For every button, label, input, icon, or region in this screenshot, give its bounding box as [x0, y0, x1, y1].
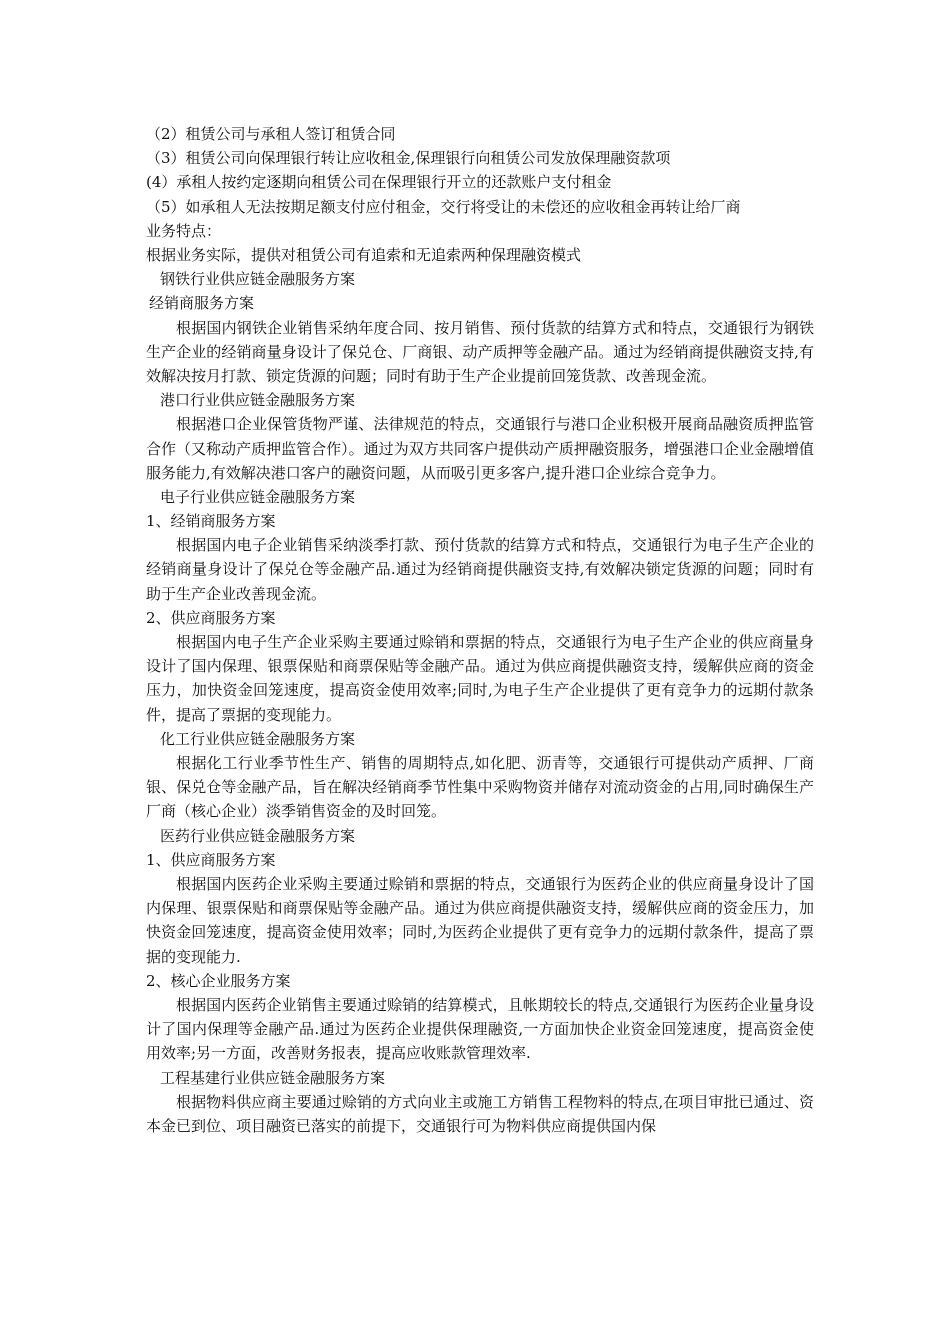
step-3-line: （3）租赁公司向保理银行转让应收租金,保理银行向租赁公司发放保理融资款项	[146, 149, 671, 168]
electronics-subheading-1: 1、经销商服务方案	[146, 512, 276, 531]
business-features-text: 根据业务实际，提供对租赁公司有追索和无追索两种保理融资模式	[146, 245, 582, 264]
steel-heading: 钢铁行业供应链金融服务方案	[160, 270, 356, 289]
chemical-paragraph: 根据化工行业季节性生产、销售的周期特点,如化肥、沥青等，交通银行可提供动产质押、厂商银、保兑仓等金融产品，旨在解决经销商季节性集中采购物资并储存对流动资金的占用,同时确保生产厂商（核心企业）淡季销售资金的及时回笼。	[146, 754, 814, 821]
pharma-paragraph-2: 根据国内医药企业销售主要通过赊销的结算模式，且帐期较长的特点,交通银行为医药企业量身设计了国内保理等金融产品.通过为医药企业提供保理融资,一方面加快企业资金回笼速度，提高资金使用效率;另一方面，改善财务报表，提高应收账款管理效率.	[146, 996, 814, 1063]
business-features-label: 业务特点：	[146, 221, 222, 240]
step-5-line: （5）如承租人无法按期足额支付应付租金，交行将受让的未偿还的应收租金再转让给厂商	[146, 197, 741, 216]
step-2-line: （2）租赁公司与承租人签订租赁合同	[146, 125, 396, 143]
pharma-subheading-1: 1、供应商服务方案	[146, 850, 276, 869]
steel-paragraph: 根据国内钢铁企业销售采纳年度合同、按月销售、预付货款的结算方式和特点，交通银行为钢铁生产企业的经销商量身设计了保兑仓、厂商银、动产质押等金融产品。通过为经销商提供融资支持,有效解决按月打款、锁定货源的问题；同时有助于生产企业提前回笼货款、改善现金流。	[146, 318, 814, 385]
port-paragraph: 根据港口企业保管货物严谨、法律规范的特点，交通银行与港口企业积极开展商品融资质押监管合作（又称动产质押监管合作）。通过为双方共同客户提供动产质押融资服务，增强港口企业金融增值服务能力,有效解决港口客户的融资问题，从而吸引更多客户,提升港口企业综合竞争力。	[146, 415, 814, 482]
electronics-paragraph-2: 根据国内电子生产企业采购主要通过赊销和票据的特点，交通银行为电子生产企业的供应商量身设计了国内保理、银票保贴和商票保贴等金融产品。通过为供应商提供融资支持，缓解供应商的资金压力，加快资金回笼速度，提高资金使用效率;同时,为电子生产企业提供了更有竞争力的远期付款条件，提高了票据的变现能力。	[146, 633, 814, 724]
step-4-line: (4）承租人按约定逐期向租赁公司在保理银行开立的还款账户支付租金	[146, 173, 612, 192]
port-heading: 港口行业供应链金融服务方案	[160, 391, 356, 410]
electronics-paragraph-1: 根据国内电子企业销售采纳淡季打款、预付货款的结算方式和特点，交通银行为电子生产企业的经销商量身设计了保兑仓等金融产品.通过为经销商提供融资支持,有效解决锁定货源的问题；同时有助于生产企业改善现金流。	[146, 536, 814, 603]
electronics-subheading-2: 2、供应商服务方案	[146, 608, 276, 627]
steel-subheading: 经销商服务方案	[149, 294, 255, 313]
electronics-heading: 电子行业供应链金融服务方案	[160, 487, 356, 506]
chemical-heading: 化工行业供应链金融服务方案	[160, 729, 356, 748]
document-page	[146, 122, 814, 1138]
construction-paragraph: 根据物料供应商主要通过赊销的方式向业主或施工方销售工程物料的特点,在项目审批已通过、资本金已到位、项目融资已落实的前提下，交通银行可为物料供应商提供国内保	[146, 1092, 814, 1136]
construction-heading: 工程基建行业供应链金融服务方案	[160, 1068, 386, 1087]
pharma-paragraph-1: 根据国内医药企业采购主要通过赊销和票据的特点，交通银行为医药企业的供应商量身设计了国内保理、银票保贴和商票保贴等金融产品。通过为供应商提供融资支持，缓解供应商的资金压力，加快资金回笼速度，提高资金使用效率；同时,为医药企业提供了更有竞争力的远期付款条件，提高了票据的变现能力.	[146, 875, 814, 966]
pharma-subheading-2: 2、核心企业服务方案	[146, 971, 291, 990]
pharma-heading: 医药行业供应链金融服务方案	[160, 826, 356, 845]
